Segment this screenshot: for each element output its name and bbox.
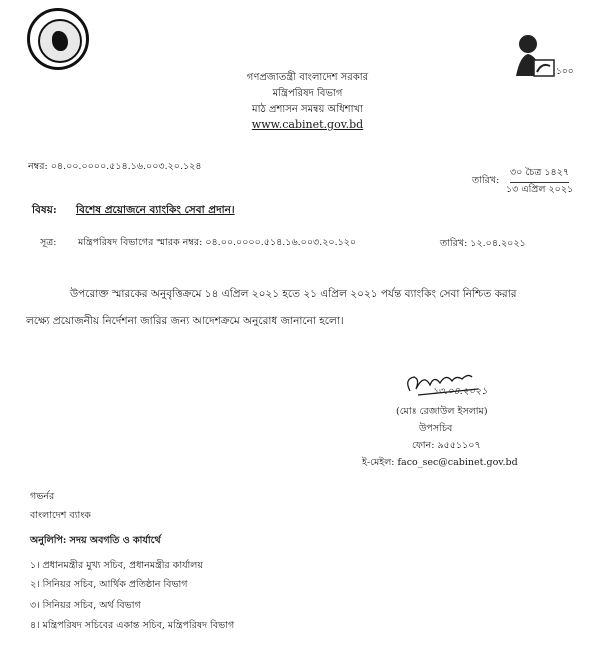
copies-heading: অনুলিপি: সদয় অবগতি ও কার্যার্থে xyxy=(30,535,161,546)
subject-label: বিষয়: xyxy=(32,204,57,216)
signatory-designation: উপসচিব xyxy=(419,423,453,434)
seal-inner-ring xyxy=(38,19,82,63)
memo-date-label: তারিখ: xyxy=(472,175,500,186)
body-line-1: উপরোক্ত স্মারকের অনুবৃত্তিক্রমে ১৪ এপ্রিল ২০২১ হতে ২১ এপ্রিল ২০২১ পর্যন্ত ব্যাংকিং সেবা নিশ্চিত করার xyxy=(70,288,517,300)
svg-text:১০০: ১০০ xyxy=(556,67,574,77)
memo-number: নম্বর: ০৪.০০.০০০০.৫১৪.১৬.০০৩.২০.১২৪ xyxy=(28,161,202,172)
header-website-link[interactable]: www.cabinet.gov.bd xyxy=(251,118,364,131)
copy-item-4: ৪। মন্ত্রিপরিষদ সচিবের একান্ত সচিব, মন্ত্রিপরিষদ বিভাগ xyxy=(30,620,235,631)
signatory-phone: ফোন: ৯৫৫১১০৭ xyxy=(412,440,481,451)
header-division: মন্ত্রিপরিষদ বিভাগ xyxy=(272,88,343,99)
government-seal-logo xyxy=(27,8,89,70)
signature-date: ১৩.০৪.২০২১ xyxy=(432,386,488,397)
copy-item-3: ৩। সিনিয়র সচিব, অর্থ বিভাগ xyxy=(30,600,141,611)
reference-text: মন্ত্রিপরিষদ বিভাগের স্মারক নম্বর: ০৪.০০.০০০০.৫১৪.১৬.০০৩.২০.১২০ xyxy=(78,237,357,248)
recipient-organization: বাংলাদেশ ব্যাংক xyxy=(30,510,91,521)
header-wing: মাঠ প্রশাসন সমন্বয় অধিশাখা xyxy=(252,104,363,115)
copy-item-2: ২। সিনিয়র সচিব, আর্থিক প্রতিষ্ঠান বিভাগ xyxy=(30,579,188,590)
recipient-title: গভর্নর xyxy=(30,491,55,502)
memo-date-bangla: ৩০ চৈত্র ১৪২৭ xyxy=(510,166,569,183)
header-government: গণপ্রজাতন্ত্রী বাংলাদেশ সরকার xyxy=(246,72,369,83)
copy-item-1: ১। প্রধানমন্ত্রীর মুখ্য সচিব, প্রধানমন্ত্রীর কার্যালয় xyxy=(30,560,203,571)
body-line-2: লক্ষ্যে প্রয়োজনীয় নির্দেশনা জারির জন্য আদেশক্রমে অনুরোধ জানানো হলো। xyxy=(26,315,344,327)
subject-text: বিশেষ প্রয়োজনে ব্যাংকিং সেবা প্রদান। xyxy=(76,204,235,216)
bangladesh-map-icon xyxy=(52,31,68,51)
reference-label: সূত্র: xyxy=(40,237,57,248)
signatory-email[interactable]: ই-মেইল: faco_sec@cabinet.gov.bd xyxy=(362,457,518,468)
reference-date: তারিখ: ১২.০৪.২০২১ xyxy=(440,238,526,249)
signatory-name: (মোঃ রেজাউল ইসলাম) xyxy=(396,406,488,417)
memo-date-gregorian: ১৩ এপ্রিল ২০২১ xyxy=(506,184,574,195)
